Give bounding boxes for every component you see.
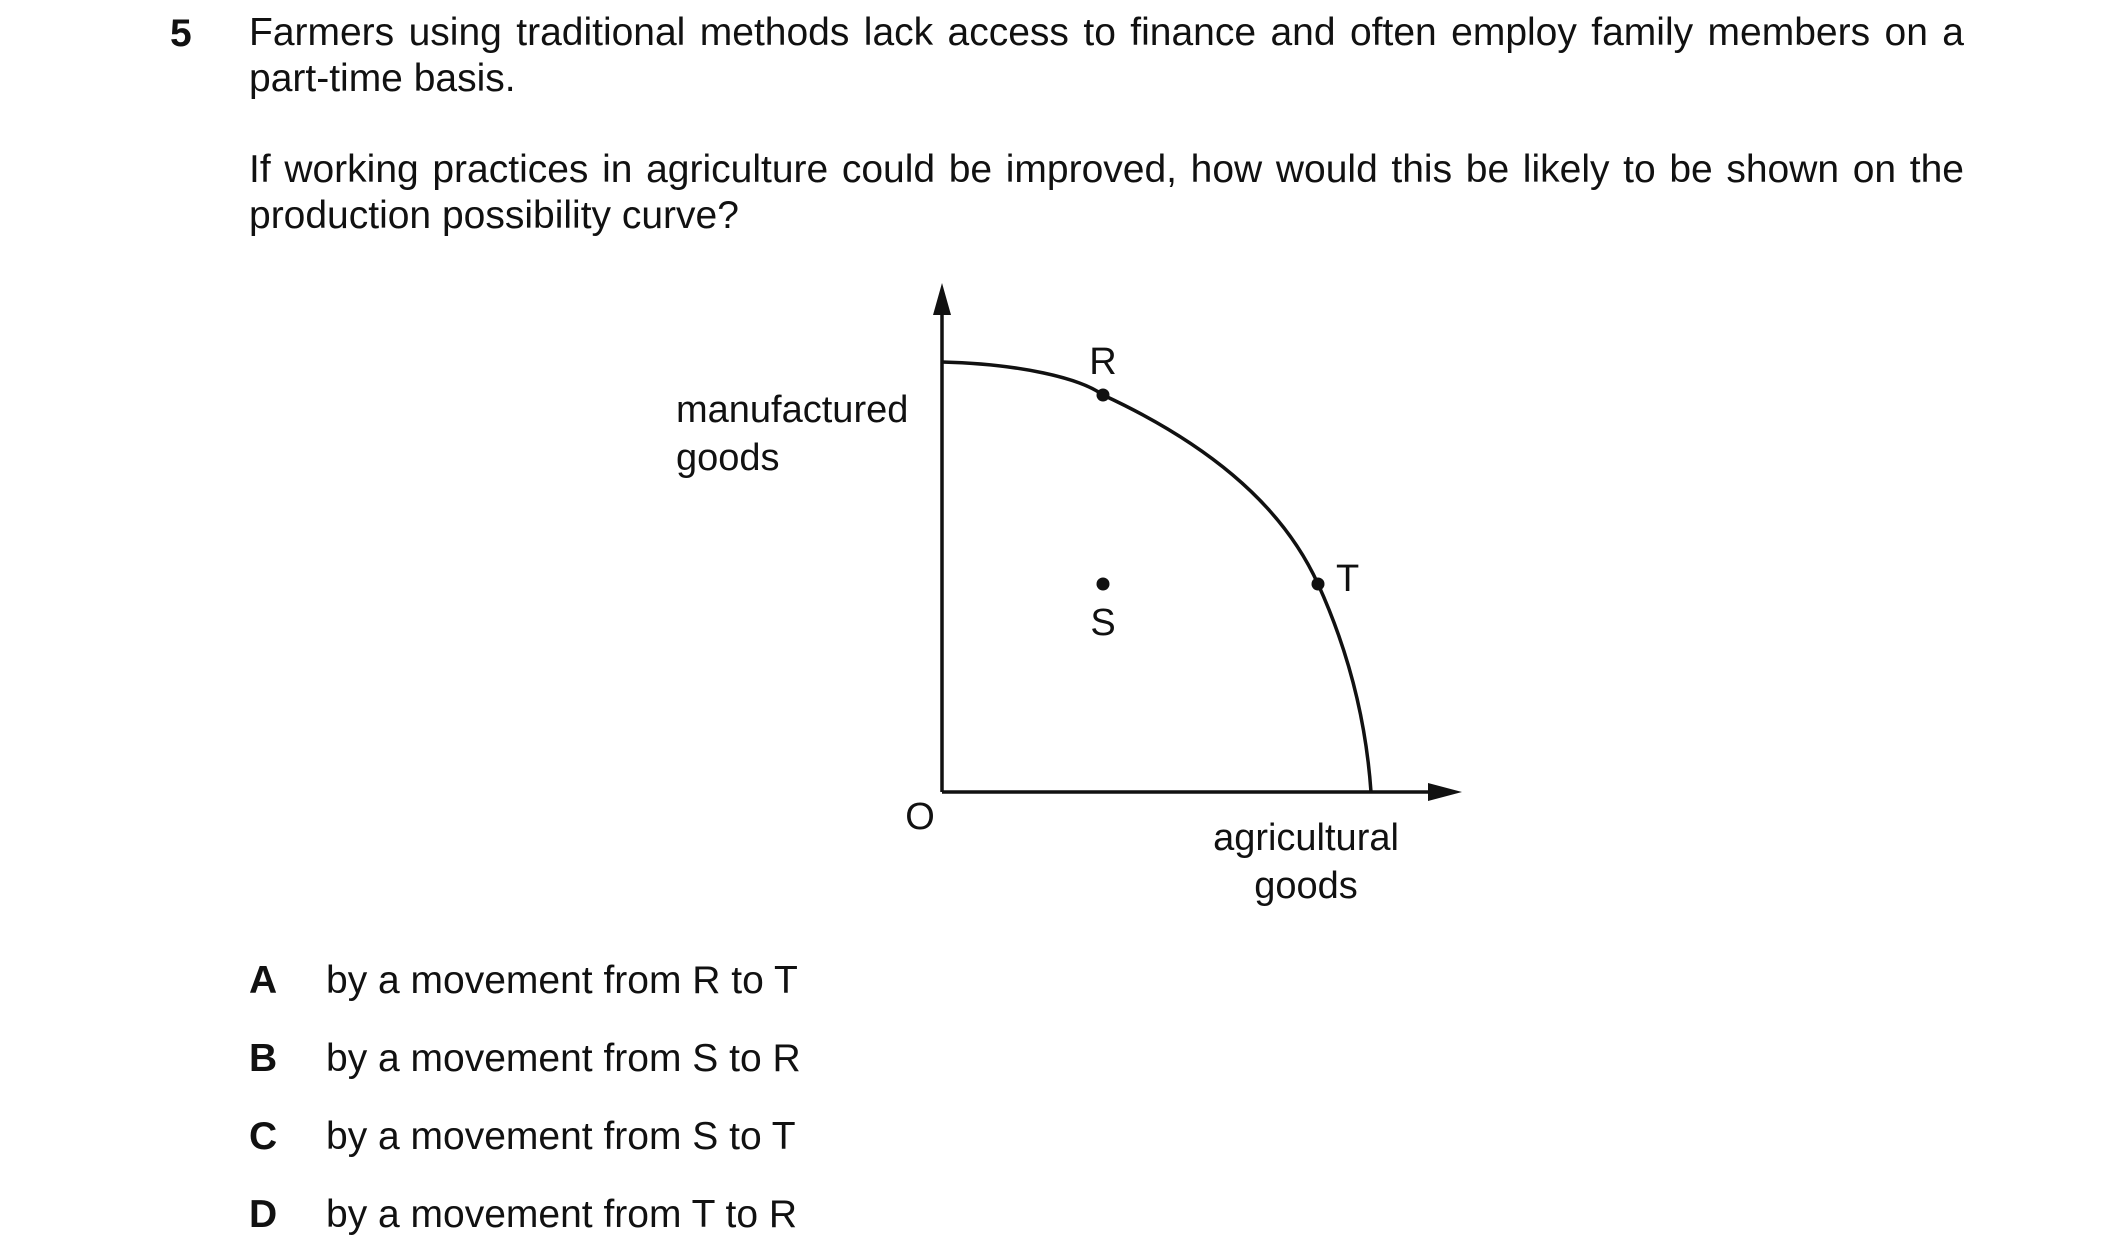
- option-d-letter: D: [249, 1193, 278, 1236]
- y-axis-label-line2: goods: [676, 437, 780, 479]
- option-a[interactable]: [249, 958, 798, 1004]
- option-b-text: by a movement from S to R: [326, 1037, 801, 1080]
- x-axis-arrowhead: [1428, 783, 1462, 801]
- option-c[interactable]: [249, 1114, 796, 1160]
- option-a-letter: A: [249, 959, 278, 1002]
- x-axis-label-line2: goods: [1254, 865, 1358, 907]
- question-number: 5: [170, 12, 192, 55]
- option-d-text: by a movement from T to R: [326, 1193, 798, 1236]
- ppc-curve: [942, 362, 1371, 792]
- point-s-dot: [1097, 578, 1110, 591]
- question-stem: Farmers using traditional methods lack access to finance and often employ family members on a part-time basis.: [249, 11, 1964, 100]
- point-s-label: S: [1090, 602, 1116, 644]
- y-axis-arrowhead: [933, 283, 951, 315]
- point-t-label: T: [1336, 558, 1360, 600]
- option-d[interactable]: [249, 1192, 797, 1238]
- option-b-letter: B: [249, 1037, 278, 1080]
- point-r-label: R: [1089, 341, 1117, 383]
- question-prompt: If working practices in agriculture could be improved, how would this be likely to be shown on the production possibility curve?: [249, 148, 1964, 237]
- option-b[interactable]: [249, 1036, 801, 1082]
- option-c-text: by a movement from S to T: [326, 1115, 796, 1158]
- y-axis-label-line1: manufactured: [676, 389, 909, 431]
- origin-label: O: [905, 796, 935, 838]
- option-c-letter: C: [249, 1115, 278, 1158]
- point-t-dot: [1312, 578, 1325, 591]
- point-r-dot: [1097, 389, 1110, 402]
- option-a-text: by a movement from R to T: [326, 959, 798, 1002]
- x-axis-label-line1: agricultural: [1213, 817, 1399, 859]
